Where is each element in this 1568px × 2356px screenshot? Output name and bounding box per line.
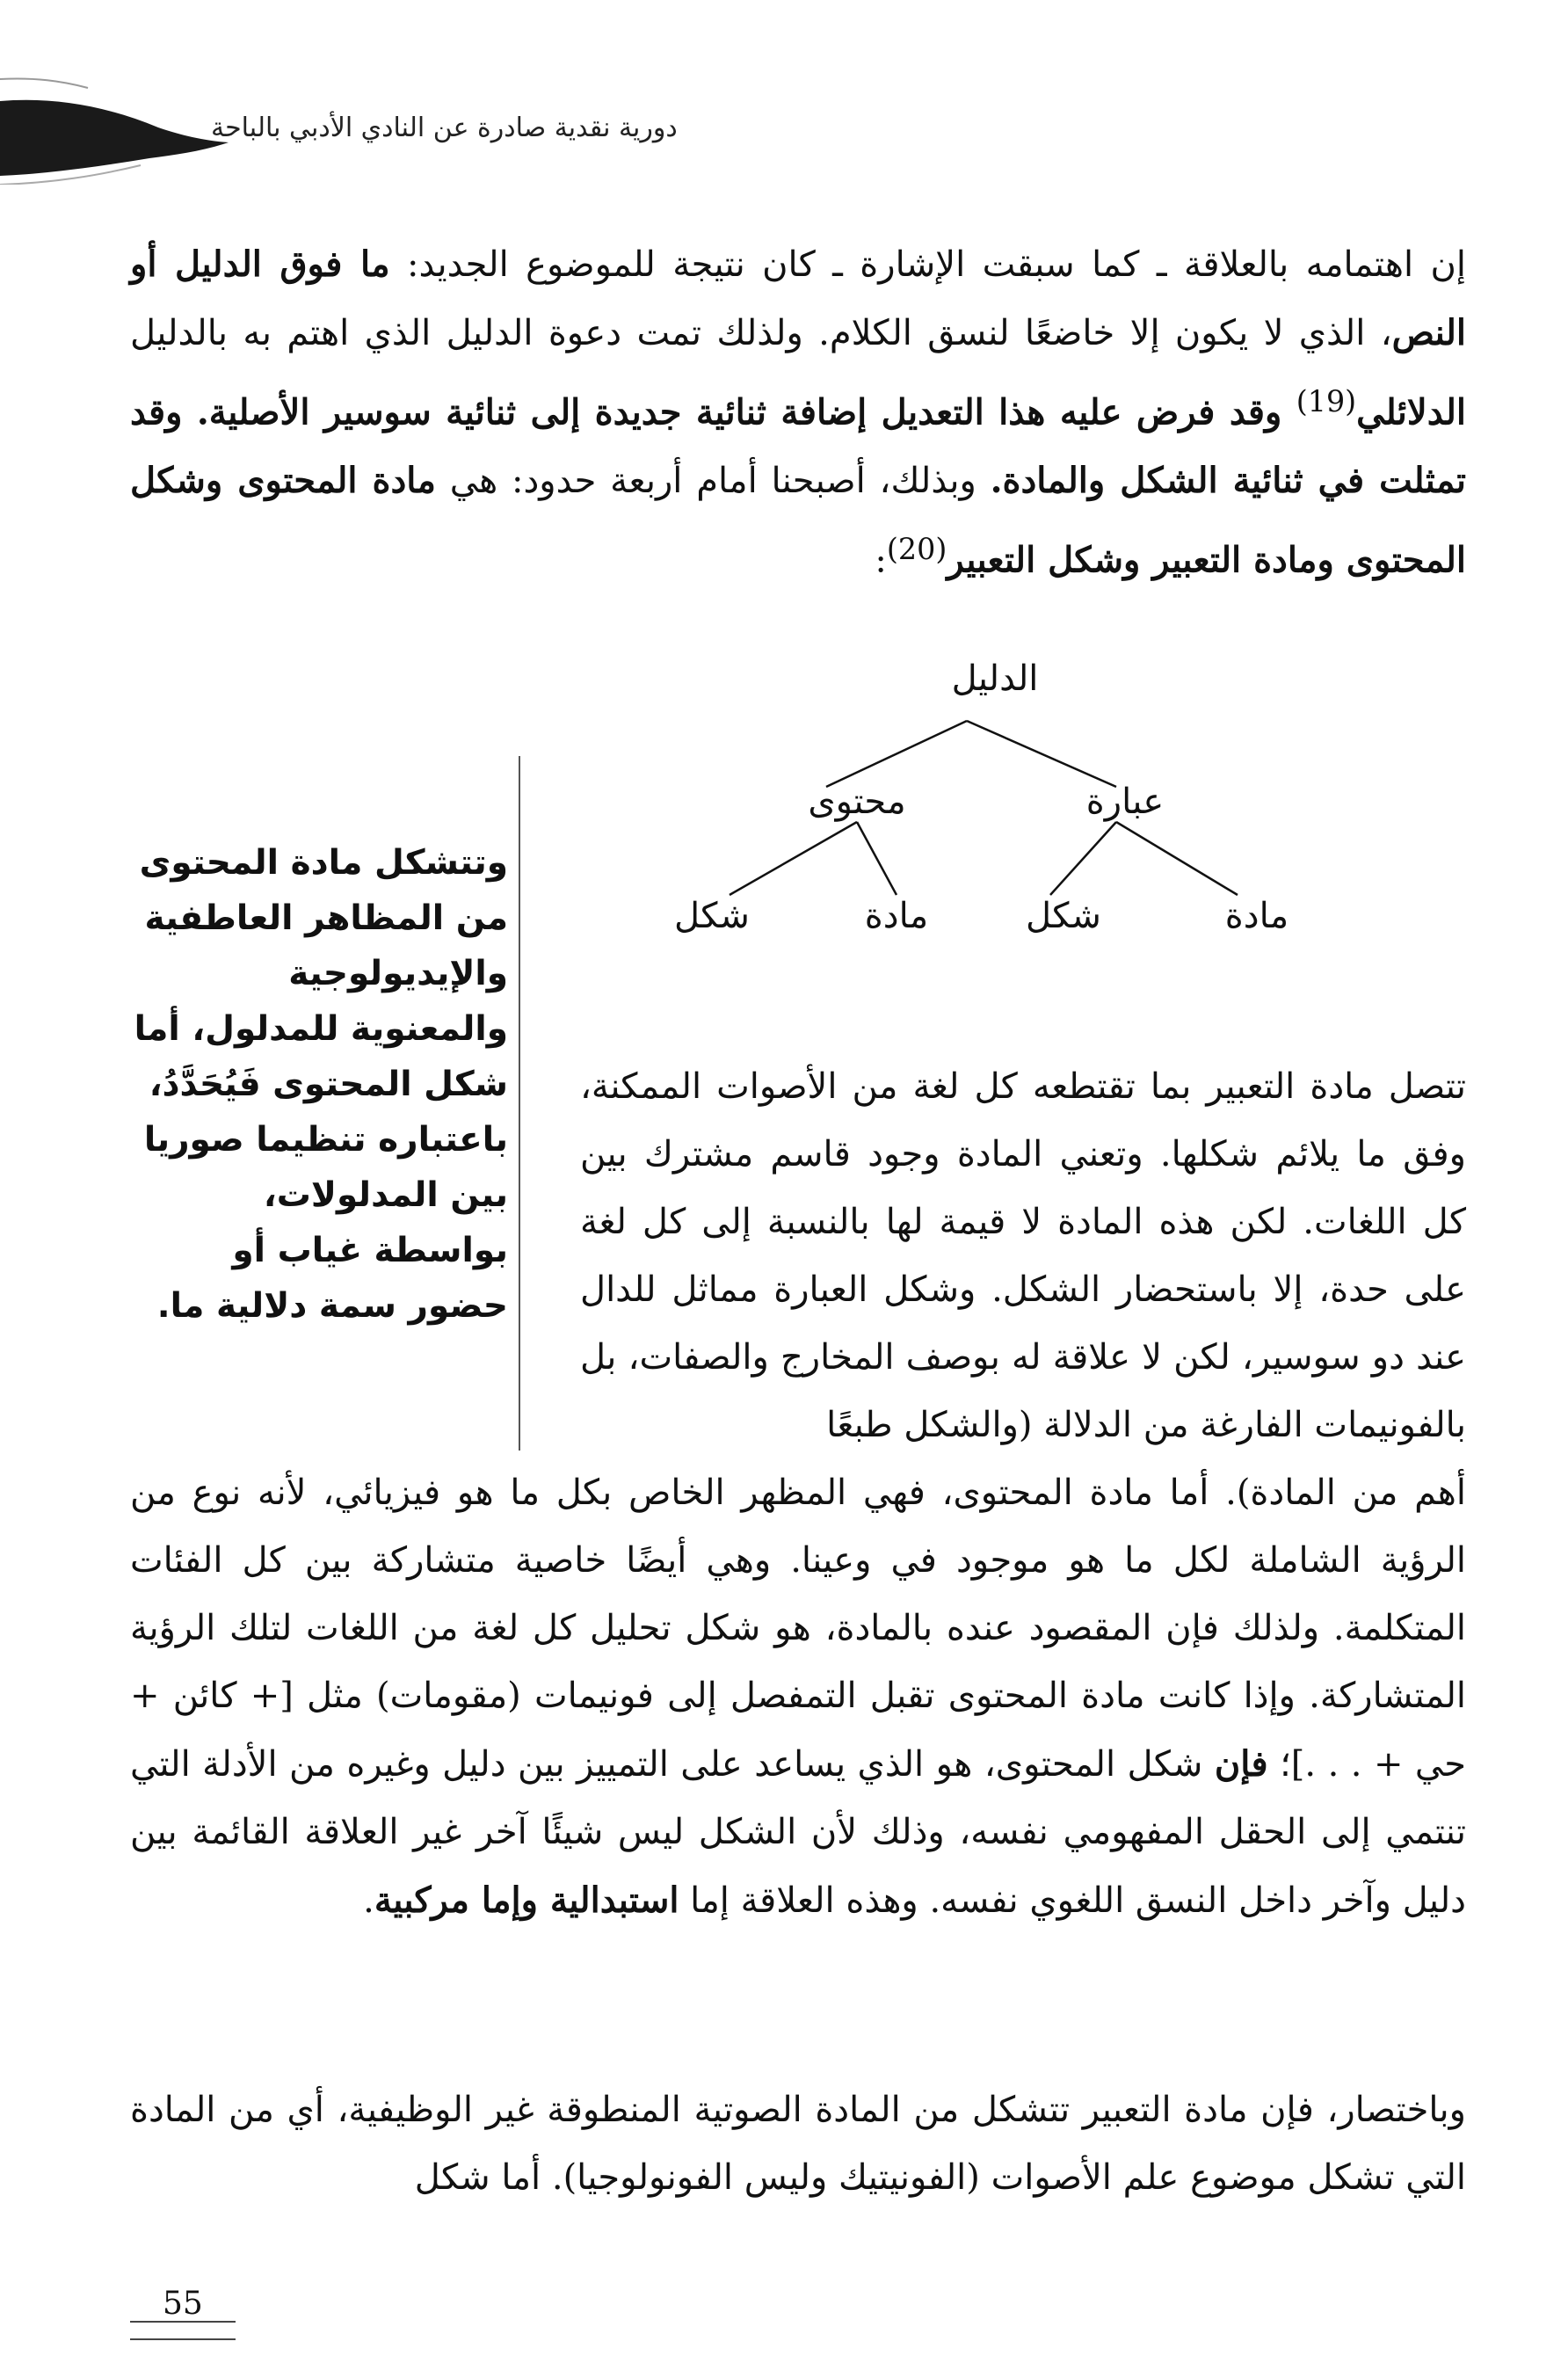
side-paragraph: تتصل مادة التعبير بما تقتطعه كل لغة من الأصوات الممكنة، وفق ما يلائم شكلها. وتعني المادة وجود قاسم مشترك بين كل اللغات. لكن هذه المادة لا قيمة لها بالنسبة إلى كل لغة على حدة، إلا باستحضار الشكل. وشكل العبارة مماثل للدال عند دو سوسير، لكن لا علاقة له بوصف المخارج والصفات، بل بالفونيمات الفارغة من الدلالة (والشكل طبعًا bbox=[580, 1066, 1466, 1445]
tree-root-sign: الدليل bbox=[951, 658, 1039, 699]
tree-node-content: محتوى bbox=[808, 782, 906, 822]
tree-node-expression: عبارة bbox=[1085, 782, 1165, 822]
pullquote: وتتشكل مادة المحتوى من المظاهر العاطفية والإيديولوجية والمعنوية للمدلول، أما شكل المحتوى فَيُحَدَّدُ، باعتباره تنظيما صوريا بين المدلولات، بواسطة غياب أو حضور سمة دلالية ما. bbox=[134, 843, 508, 1326]
tree-leaf-expression-form: شكل bbox=[1026, 896, 1101, 936]
pullquote-divider bbox=[519, 756, 520, 1451]
tree-leaf-content-substance: مادة bbox=[864, 896, 929, 936]
closing-paragraph: وباختصار، فإن مادة التعبير تتشكل من المادة الصوتية المنطوقة غير الوظيفية، أي من المادة التي تشكل موضوع علم الأصوات (الفونيتيك وليس الفونولوجيا). أما شكل bbox=[130, 2090, 1466, 2198]
tree-leaf-expression-substance: مادة bbox=[1224, 896, 1289, 936]
journal-header-title: دورية نقدية صادرة عن النادي الأدبي بالباحة bbox=[211, 113, 678, 143]
page-number: 55 bbox=[163, 2286, 203, 2322]
folio-rule-bottom bbox=[130, 2338, 236, 2340]
sign-tree-diagram bbox=[510, 633, 1477, 967]
footnote-ref-20: (20) bbox=[886, 532, 947, 567]
footnote-ref-19: (19) bbox=[1296, 384, 1357, 418]
tail-paragraph: أهم من المادة). أما مادة المحتوى، فهي المظهر الخاص بكل ما هو فيزيائي، لأنه نوع من الرؤية الشاملة لكل ما هو موجود في وعينا. وهي أيضًا خاصية متشاركة بين كل الفئات المتكلمة. ولذلك فإن المقصود عنده بالمادة، هو شكل تحليل كل لغة من اللغات لتلك الرؤية المتشاركة. وإذا كانت مادة المحتوى تقبل التمفصل إلى فونيمات (مقومات) مثل [+ كائن + حي + . . .]؛ فإن شكل المحتوى، هو الذي يساعد على التمييز بين دليل وغيره من الأدلة التي تنتمي إلى الحقل المفهومي نفسه، وذلك لأن الشكل ليس شيئًا آخر غير العلاقة القائمة بين دليل وآخر داخل النسق اللغوي نفسه. وهذه العلاقة إما استبدالية وإما مركبية. bbox=[130, 1472, 1466, 1921]
intro-paragraph: إن اهتمامه بالعلاقة ـ كما سبقت الإشارة ـ كان نتيجة للموضوع الجديد: ما فوق الدليل أو النص، الذي لا يكون إلا خاضعًا لنسق الكلام. ولذلك تمت دعوة الدليل الذي اهتم به بالدليل الدلائلي$^{(19)}$ وقد فرض عليه هذا التعديل إضافة ثنائية جديدة إلى ثنائية سوسير الأصلية. وقد تمثلت في ثنائية الشكل والمادة. وبذلك، أصبحنا أمام أربعة حدود: هي مادة المحتوى وشكل المحتوى ومادة التعبير وشكل التعبير$^{(20)}$: bbox=[130, 244, 1466, 581]
tree-leaf-content-form: شكل bbox=[674, 896, 750, 936]
